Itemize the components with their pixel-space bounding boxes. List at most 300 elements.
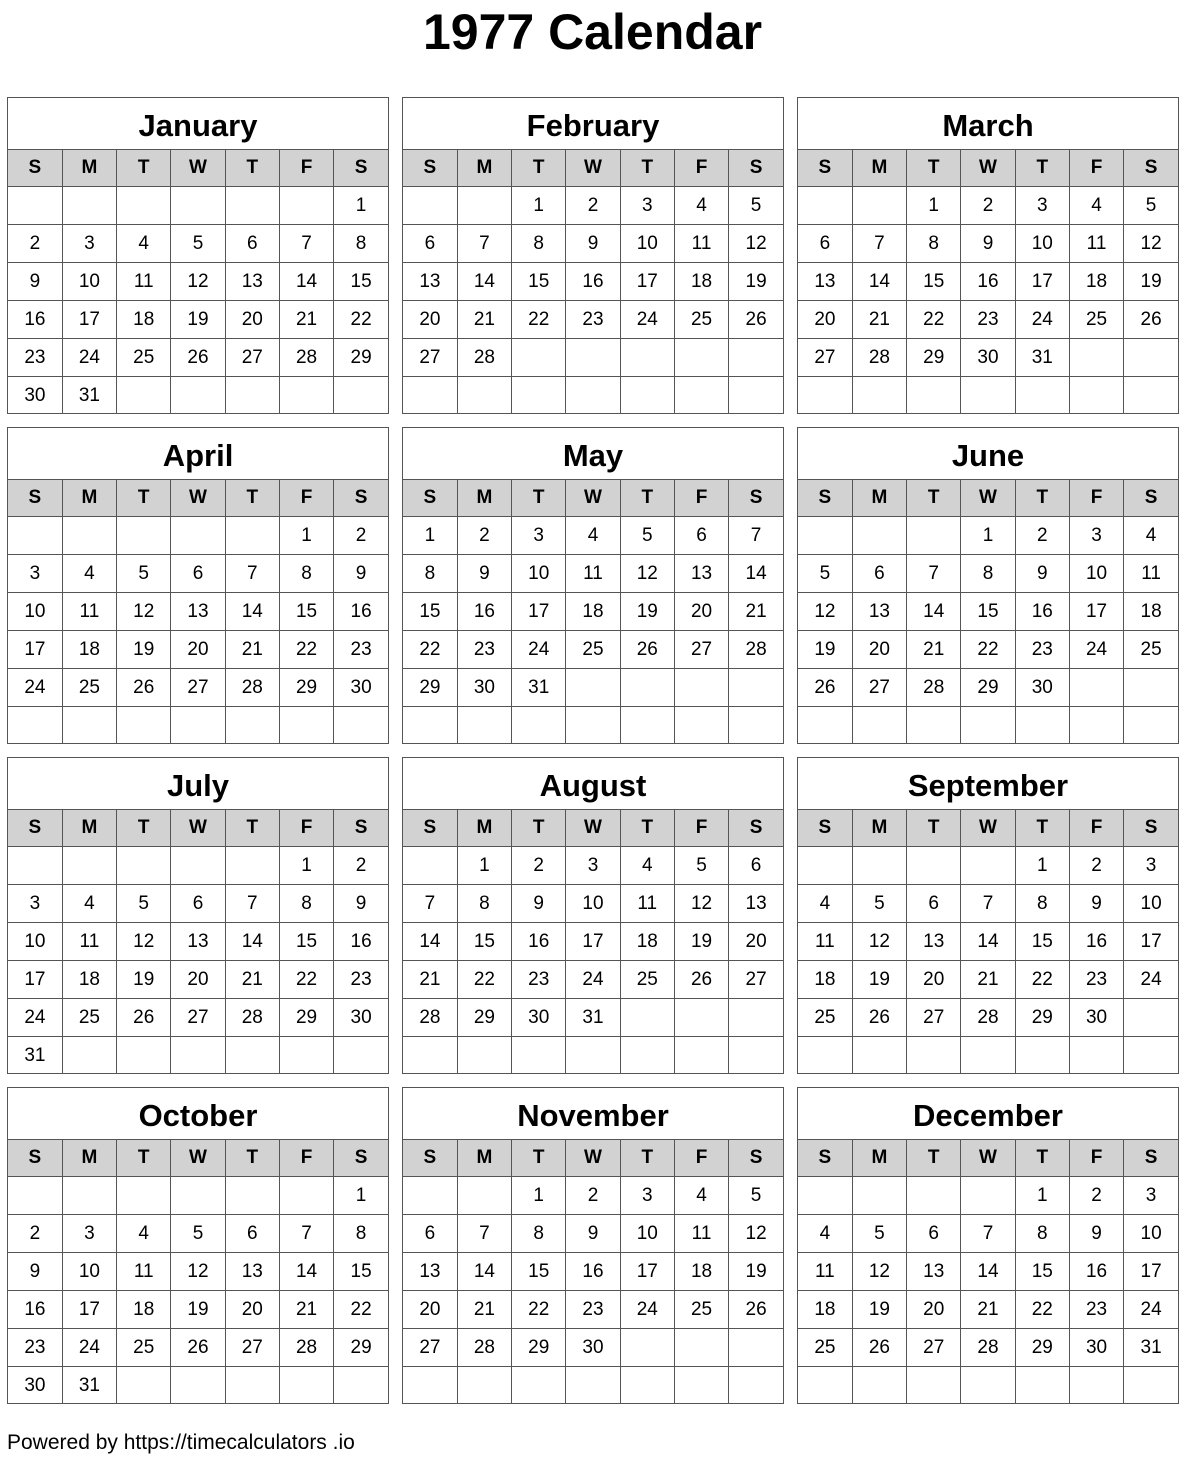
day-cell: 17	[1015, 263, 1069, 301]
day-cell	[457, 707, 511, 745]
week-row	[798, 999, 1178, 1037]
day-cell	[961, 707, 1015, 745]
day-cell: 10	[620, 1215, 674, 1253]
day-cell: 31	[1015, 339, 1069, 377]
weekday-header-row	[8, 1140, 388, 1177]
weekday-label: F	[674, 480, 728, 517]
day-cell	[907, 1037, 961, 1075]
week-row	[403, 301, 783, 339]
month-days-table	[798, 810, 1178, 1074]
day-cell: 1	[334, 187, 388, 225]
week-row	[798, 1215, 1178, 1253]
day-cell: 5	[117, 885, 171, 923]
day-cell	[566, 1037, 620, 1075]
weekday-label: W	[171, 810, 225, 847]
month-november	[402, 1087, 784, 1404]
week-row	[8, 885, 388, 923]
day-cell: 21	[961, 961, 1015, 999]
month-october	[7, 1087, 389, 1404]
week-row	[8, 1291, 388, 1329]
day-cell: 15	[512, 263, 566, 301]
day-cell	[620, 999, 674, 1037]
month-days-table	[8, 150, 388, 414]
weekday-label: W	[961, 810, 1015, 847]
day-cell	[961, 1367, 1015, 1405]
day-cell: 20	[907, 961, 961, 999]
day-cell	[171, 847, 225, 885]
day-cell	[512, 1037, 566, 1075]
day-cell	[1015, 377, 1069, 415]
month-name: September	[798, 758, 1178, 810]
day-cell: 3	[62, 1215, 116, 1253]
week-row	[8, 301, 388, 339]
day-cell: 23	[566, 1291, 620, 1329]
day-cell: 26	[620, 631, 674, 669]
day-cell	[729, 999, 783, 1037]
month-july	[7, 757, 389, 1074]
day-cell: 3	[620, 187, 674, 225]
day-cell: 8	[279, 555, 333, 593]
day-cell	[403, 847, 457, 885]
weekday-label: S	[729, 1140, 783, 1177]
day-cell: 29	[334, 1329, 388, 1367]
day-cell: 30	[8, 1367, 62, 1405]
day-cell: 6	[171, 555, 225, 593]
day-cell	[1069, 707, 1123, 745]
day-cell: 29	[279, 669, 333, 707]
weekday-label: S	[729, 810, 783, 847]
day-cell	[907, 1177, 961, 1215]
week-row	[403, 555, 783, 593]
weekday-label: M	[852, 810, 906, 847]
week-row	[8, 961, 388, 999]
day-cell: 22	[512, 301, 566, 339]
month-name: April	[8, 428, 388, 480]
day-cell	[171, 1367, 225, 1405]
month-days-table	[798, 150, 1178, 414]
week-row	[403, 1367, 783, 1405]
day-cell	[674, 339, 728, 377]
day-cell: 12	[729, 225, 783, 263]
day-cell: 24	[566, 961, 620, 999]
day-cell: 3	[1015, 187, 1069, 225]
day-cell: 31	[8, 1037, 62, 1075]
day-cell: 8	[403, 555, 457, 593]
day-cell: 17	[62, 1291, 116, 1329]
day-cell: 28	[457, 339, 511, 377]
day-cell: 27	[907, 999, 961, 1037]
day-cell: 8	[512, 225, 566, 263]
day-cell: 13	[907, 923, 961, 961]
day-cell: 19	[852, 961, 906, 999]
day-cell: 9	[1069, 1215, 1123, 1253]
day-cell	[225, 847, 279, 885]
day-cell: 3	[1124, 1177, 1178, 1215]
day-cell	[566, 1367, 620, 1405]
day-cell	[1124, 707, 1178, 745]
day-cell	[729, 377, 783, 415]
day-cell: 7	[852, 225, 906, 263]
day-cell	[403, 1037, 457, 1075]
week-row	[8, 999, 388, 1037]
day-cell: 8	[279, 885, 333, 923]
day-cell: 30	[334, 999, 388, 1037]
day-cell: 29	[1015, 999, 1069, 1037]
day-cell: 27	[171, 999, 225, 1037]
day-cell	[62, 847, 116, 885]
week-row	[798, 225, 1178, 263]
day-cell	[674, 1329, 728, 1367]
weekday-label: T	[1015, 150, 1069, 187]
day-cell	[1124, 1037, 1178, 1075]
day-cell: 20	[798, 301, 852, 339]
day-cell: 24	[1124, 1291, 1178, 1329]
day-cell	[674, 707, 728, 745]
day-cell: 20	[674, 593, 728, 631]
day-cell	[334, 1367, 388, 1405]
month-days-table	[403, 1140, 783, 1404]
weekday-label: T	[620, 810, 674, 847]
day-cell: 24	[1069, 631, 1123, 669]
day-cell	[279, 377, 333, 415]
week-row	[8, 1329, 388, 1367]
day-cell: 19	[674, 923, 728, 961]
weekday-label: T	[907, 150, 961, 187]
week-row	[403, 999, 783, 1037]
weekday-label: T	[512, 150, 566, 187]
weekday-label: F	[674, 150, 728, 187]
weekday-label: T	[512, 480, 566, 517]
day-cell: 12	[1124, 225, 1178, 263]
day-cell: 2	[566, 187, 620, 225]
day-cell: 10	[8, 593, 62, 631]
day-cell: 4	[674, 187, 728, 225]
day-cell: 2	[1015, 517, 1069, 555]
day-cell	[798, 847, 852, 885]
day-cell: 5	[798, 555, 852, 593]
day-cell	[117, 1367, 171, 1405]
weekday-label: S	[8, 810, 62, 847]
weekday-label: M	[62, 1140, 116, 1177]
day-cell: 23	[512, 961, 566, 999]
weekday-label: S	[798, 150, 852, 187]
day-cell: 1	[279, 517, 333, 555]
weekday-label: F	[1069, 480, 1123, 517]
month-name: October	[8, 1088, 388, 1140]
day-cell: 10	[8, 923, 62, 961]
weekday-label: S	[403, 810, 457, 847]
weekday-label: T	[620, 480, 674, 517]
day-cell: 15	[334, 263, 388, 301]
weekday-header-row	[403, 150, 783, 187]
day-cell	[279, 707, 333, 745]
day-cell: 17	[62, 301, 116, 339]
day-cell: 10	[620, 225, 674, 263]
day-cell: 2	[8, 1215, 62, 1253]
day-cell	[1124, 999, 1178, 1037]
weekday-label: F	[279, 150, 333, 187]
day-cell: 22	[512, 1291, 566, 1329]
day-cell	[566, 669, 620, 707]
day-cell	[852, 1177, 906, 1215]
month-days-table	[403, 150, 783, 414]
day-cell: 21	[457, 301, 511, 339]
day-cell: 29	[334, 339, 388, 377]
week-row	[8, 923, 388, 961]
day-cell: 15	[1015, 923, 1069, 961]
day-cell	[798, 377, 852, 415]
day-cell	[674, 999, 728, 1037]
weekday-label: T	[225, 1140, 279, 1177]
weekday-label: M	[852, 1140, 906, 1177]
day-cell: 6	[403, 1215, 457, 1253]
day-cell: 7	[403, 885, 457, 923]
weekday-label: T	[225, 480, 279, 517]
day-cell: 5	[852, 1215, 906, 1253]
day-cell: 4	[62, 885, 116, 923]
day-cell: 14	[457, 1253, 511, 1291]
weekday-label: S	[729, 150, 783, 187]
day-cell: 6	[225, 225, 279, 263]
day-cell: 24	[8, 669, 62, 707]
month-days-table	[8, 1140, 388, 1404]
month-name: May	[403, 428, 783, 480]
month-days-table	[8, 480, 388, 744]
weekday-label: M	[457, 480, 511, 517]
day-cell: 8	[457, 885, 511, 923]
day-cell	[729, 707, 783, 745]
weekday-label: F	[674, 1140, 728, 1177]
page-title: 1977 Calendar	[422, 4, 763, 60]
day-cell	[798, 1177, 852, 1215]
weekday-label: S	[1124, 480, 1178, 517]
day-cell	[8, 1177, 62, 1215]
day-cell	[512, 1367, 566, 1405]
day-cell: 16	[566, 1253, 620, 1291]
week-row	[403, 961, 783, 999]
day-cell: 4	[674, 1177, 728, 1215]
day-cell: 11	[620, 885, 674, 923]
week-row	[8, 1037, 388, 1075]
day-cell: 17	[620, 263, 674, 301]
weekday-header-row	[8, 480, 388, 517]
week-row	[798, 1367, 1178, 1405]
day-cell: 28	[279, 339, 333, 377]
weekday-header-row	[403, 1140, 783, 1177]
weekday-label: S	[1124, 810, 1178, 847]
weekday-label: M	[852, 480, 906, 517]
day-cell: 27	[403, 339, 457, 377]
day-cell: 21	[279, 301, 333, 339]
day-cell: 27	[852, 669, 906, 707]
week-row	[798, 885, 1178, 923]
week-row	[403, 1037, 783, 1075]
day-cell: 11	[62, 923, 116, 961]
day-cell: 19	[117, 961, 171, 999]
day-cell	[457, 187, 511, 225]
weekday-label: S	[798, 480, 852, 517]
day-cell: 11	[798, 923, 852, 961]
week-row	[8, 263, 388, 301]
day-cell: 30	[961, 339, 1015, 377]
day-cell	[729, 1037, 783, 1075]
day-cell: 10	[62, 1253, 116, 1291]
day-cell: 31	[62, 1367, 116, 1405]
week-row	[798, 1037, 1178, 1075]
day-cell: 24	[8, 999, 62, 1037]
weekday-label: W	[171, 480, 225, 517]
day-cell: 14	[457, 263, 511, 301]
day-cell	[1069, 377, 1123, 415]
day-cell: 26	[171, 1329, 225, 1367]
day-cell: 31	[1124, 1329, 1178, 1367]
day-cell: 14	[403, 923, 457, 961]
day-cell: 23	[1015, 631, 1069, 669]
weekday-label: T	[620, 1140, 674, 1177]
day-cell: 11	[117, 1253, 171, 1291]
week-row	[403, 885, 783, 923]
day-cell	[1069, 339, 1123, 377]
day-cell: 9	[457, 555, 511, 593]
day-cell	[117, 377, 171, 415]
day-cell	[852, 707, 906, 745]
day-cell: 6	[403, 225, 457, 263]
day-cell: 12	[117, 923, 171, 961]
day-cell: 18	[62, 631, 116, 669]
weekday-label: S	[334, 1140, 388, 1177]
day-cell: 15	[512, 1253, 566, 1291]
weekday-header-row	[798, 810, 1178, 847]
day-cell: 20	[171, 631, 225, 669]
week-row	[8, 847, 388, 885]
day-cell	[798, 1037, 852, 1075]
day-cell: 16	[1069, 923, 1123, 961]
day-cell: 10	[62, 263, 116, 301]
day-cell: 26	[117, 669, 171, 707]
day-cell: 28	[729, 631, 783, 669]
day-cell	[225, 377, 279, 415]
day-cell: 30	[512, 999, 566, 1037]
weekday-label: S	[1124, 150, 1178, 187]
day-cell: 22	[403, 631, 457, 669]
day-cell: 19	[171, 301, 225, 339]
day-cell: 23	[1069, 961, 1123, 999]
day-cell: 18	[620, 923, 674, 961]
day-cell	[620, 377, 674, 415]
day-cell	[907, 707, 961, 745]
day-cell: 25	[117, 339, 171, 377]
week-row	[798, 517, 1178, 555]
day-cell: 4	[798, 1215, 852, 1253]
day-cell	[117, 187, 171, 225]
day-cell: 4	[117, 225, 171, 263]
day-cell: 8	[512, 1215, 566, 1253]
day-cell: 1	[961, 517, 1015, 555]
week-row	[403, 707, 783, 745]
day-cell: 17	[1124, 923, 1178, 961]
day-cell: 6	[171, 885, 225, 923]
day-cell	[674, 1367, 728, 1405]
day-cell: 25	[117, 1329, 171, 1367]
day-cell: 7	[225, 885, 279, 923]
day-cell	[117, 707, 171, 745]
week-row	[403, 187, 783, 225]
day-cell	[852, 1367, 906, 1405]
day-cell: 10	[1069, 555, 1123, 593]
weekday-label: T	[1015, 480, 1069, 517]
weekday-label: S	[729, 480, 783, 517]
day-cell: 18	[117, 301, 171, 339]
day-cell: 24	[62, 1329, 116, 1367]
weekday-header-row	[8, 150, 388, 187]
week-row	[798, 669, 1178, 707]
day-cell: 2	[1069, 1177, 1123, 1215]
day-cell: 16	[1015, 593, 1069, 631]
day-cell	[729, 1367, 783, 1405]
weekday-label: T	[1015, 810, 1069, 847]
day-cell: 18	[798, 1291, 852, 1329]
day-cell: 9	[8, 263, 62, 301]
week-row	[8, 555, 388, 593]
week-row	[403, 847, 783, 885]
day-cell: 17	[1069, 593, 1123, 631]
day-cell: 17	[1124, 1253, 1178, 1291]
day-cell: 1	[403, 517, 457, 555]
day-cell	[620, 669, 674, 707]
day-cell: 5	[729, 187, 783, 225]
day-cell: 22	[907, 301, 961, 339]
day-cell	[8, 847, 62, 885]
day-cell	[334, 377, 388, 415]
day-cell: 17	[8, 961, 62, 999]
day-cell: 25	[62, 669, 116, 707]
day-cell	[907, 377, 961, 415]
weekday-label: W	[171, 1140, 225, 1177]
day-cell: 2	[961, 187, 1015, 225]
day-cell	[729, 1329, 783, 1367]
day-cell	[1124, 669, 1178, 707]
week-row	[8, 187, 388, 225]
day-cell	[1124, 377, 1178, 415]
day-cell: 14	[279, 1253, 333, 1291]
day-cell	[512, 339, 566, 377]
day-cell	[798, 187, 852, 225]
day-cell: 25	[798, 1329, 852, 1367]
day-cell: 8	[1015, 885, 1069, 923]
day-cell	[457, 1037, 511, 1075]
day-cell: 27	[907, 1329, 961, 1367]
day-cell: 23	[1069, 1291, 1123, 1329]
day-cell: 16	[1069, 1253, 1123, 1291]
weekday-label: M	[62, 480, 116, 517]
week-row	[403, 631, 783, 669]
day-cell	[729, 339, 783, 377]
day-cell: 26	[852, 1329, 906, 1367]
day-cell: 25	[798, 999, 852, 1037]
day-cell	[279, 1177, 333, 1215]
day-cell: 3	[8, 555, 62, 593]
day-cell	[852, 1037, 906, 1075]
day-cell	[566, 707, 620, 745]
day-cell: 2	[566, 1177, 620, 1215]
weekday-label: S	[403, 150, 457, 187]
day-cell: 13	[171, 923, 225, 961]
day-cell	[1069, 1037, 1123, 1075]
day-cell: 22	[334, 301, 388, 339]
month-days-table	[403, 810, 783, 1074]
weekday-label: S	[8, 1140, 62, 1177]
day-cell: 27	[674, 631, 728, 669]
